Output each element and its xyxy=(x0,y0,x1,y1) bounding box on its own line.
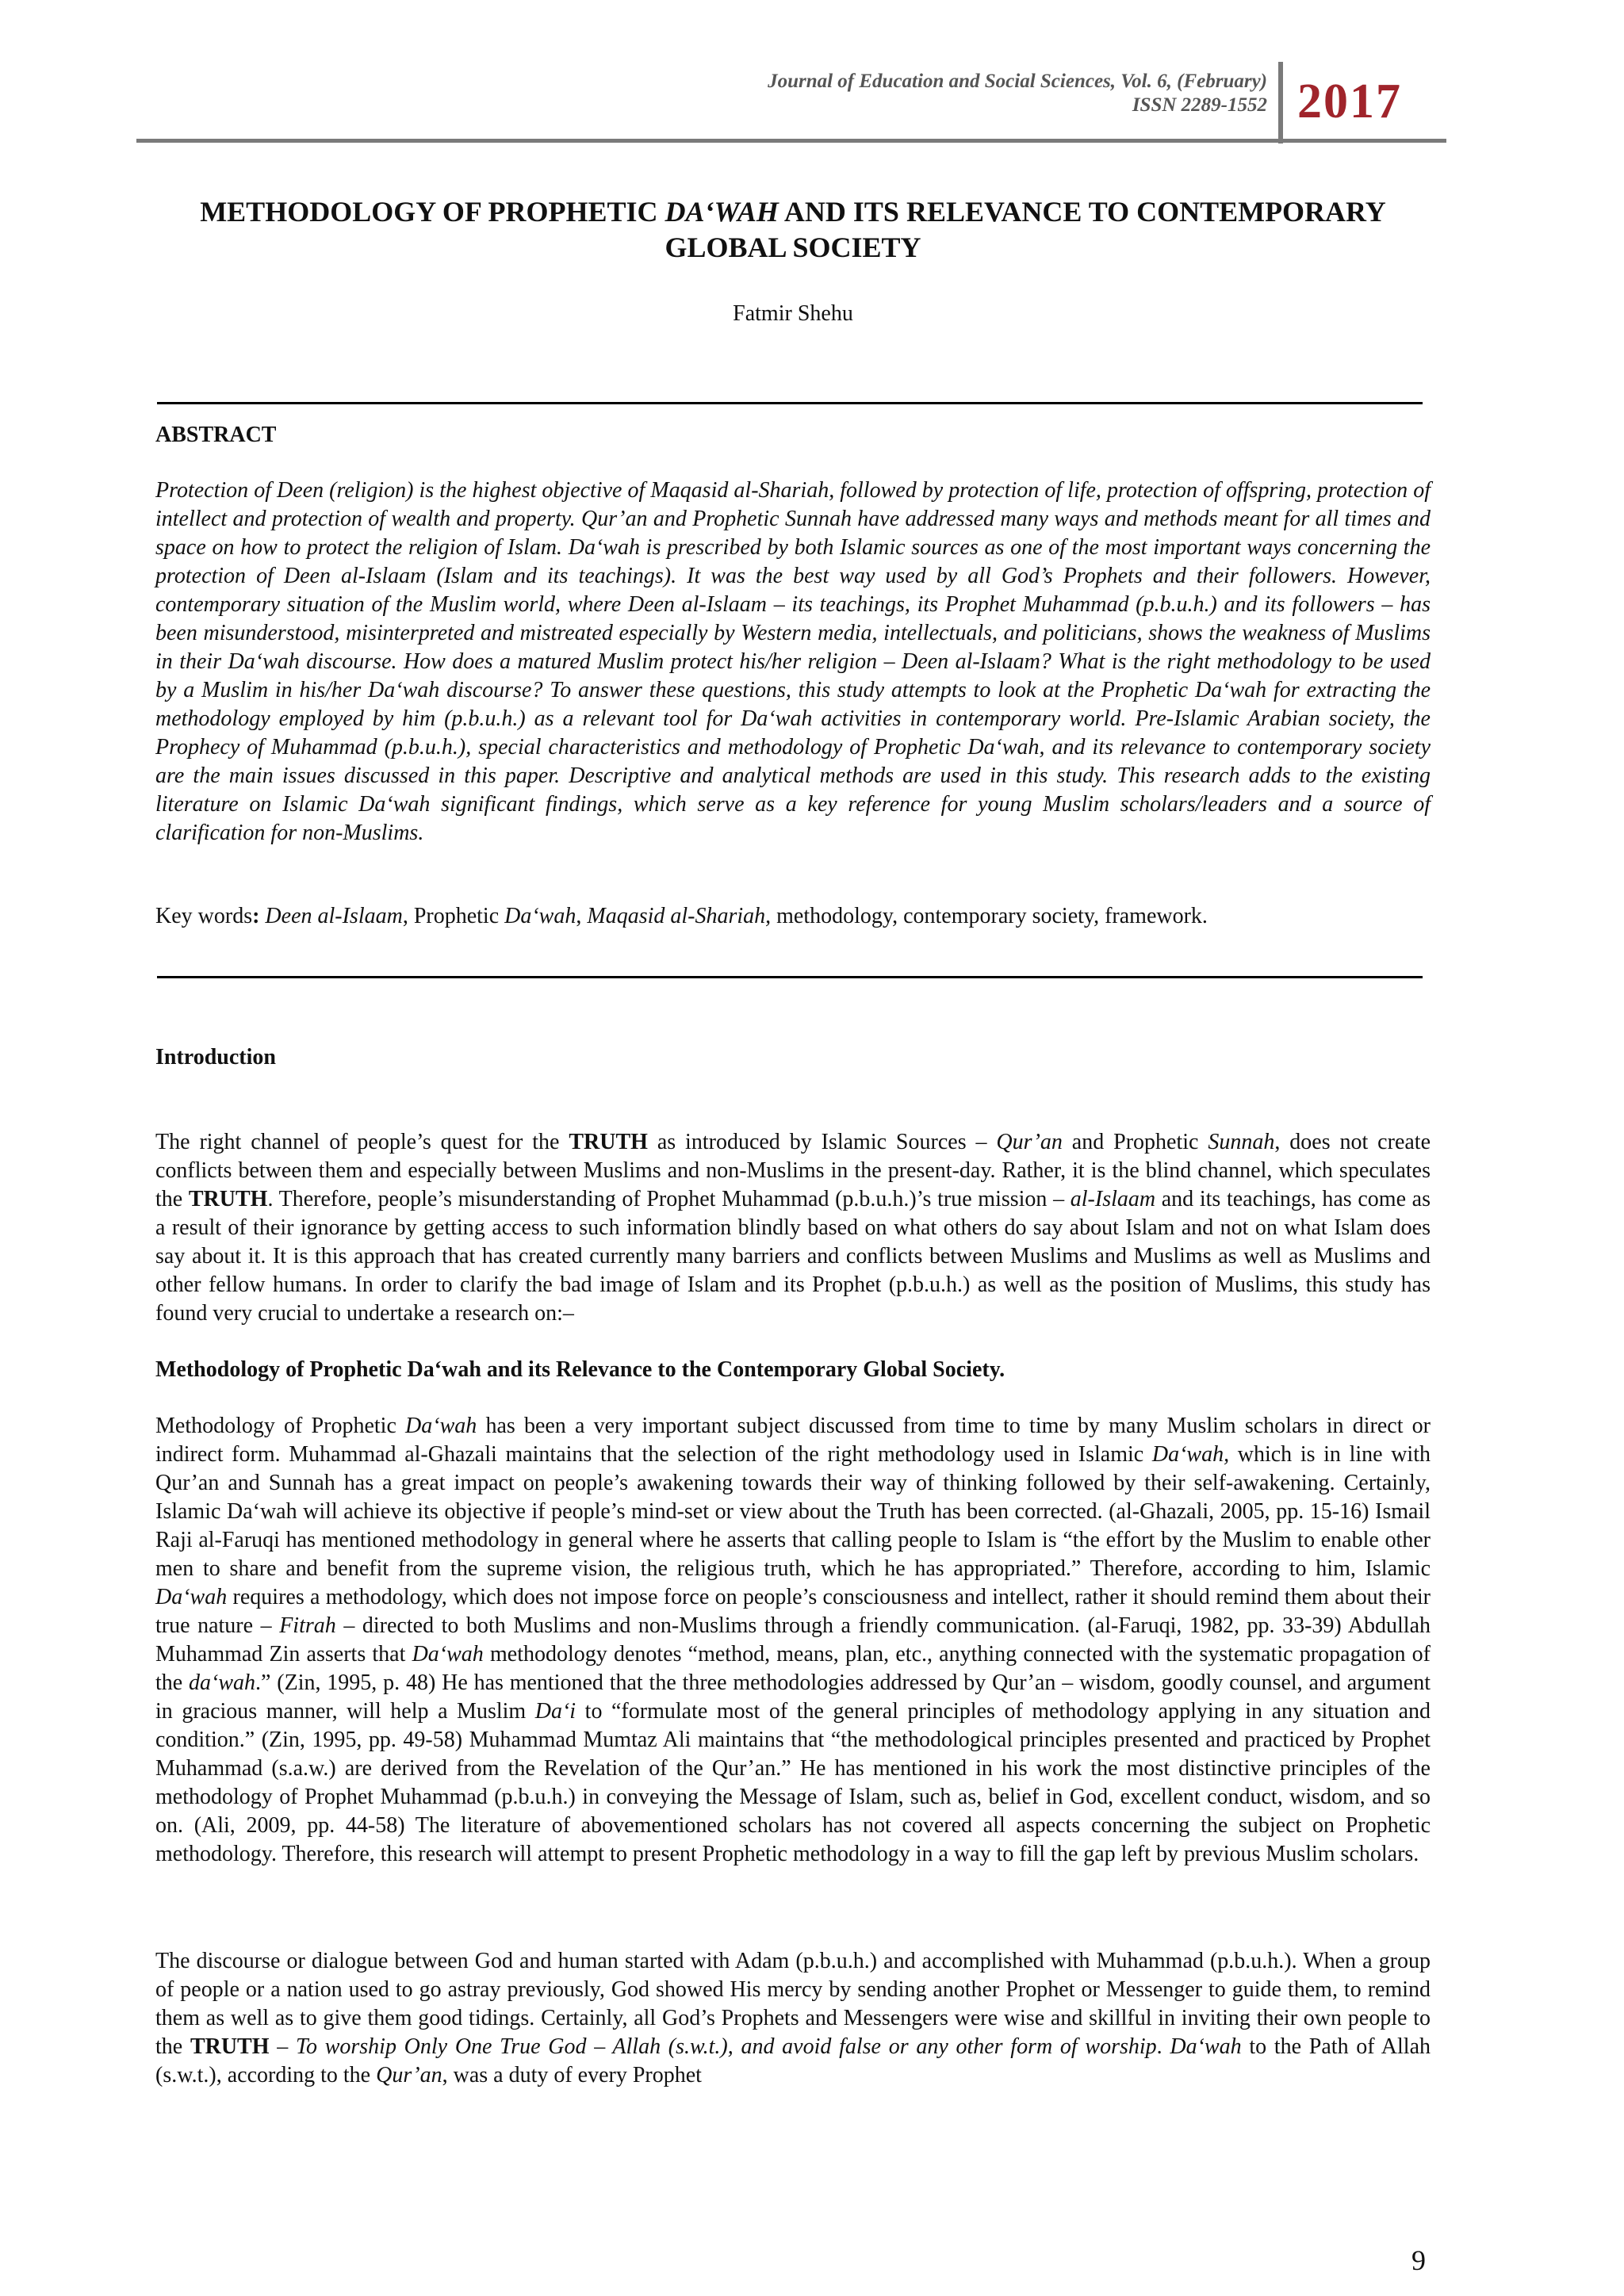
header-divider xyxy=(1278,62,1283,144)
title-line-1 xyxy=(119,194,1467,230)
top-rule xyxy=(157,402,1423,404)
journal-issn: ISSN 2289-1552 xyxy=(1132,94,1267,116)
author-name: Fatmir Shehu xyxy=(733,301,853,326)
page-number: 9 xyxy=(1411,2244,1426,2276)
keywords xyxy=(155,902,1431,931)
keywords-label: Key words xyxy=(155,904,253,928)
title-text: AND ITS RELEVANCE TO CONTEMPORARY xyxy=(778,196,1386,228)
keyword-sep: , Prophetic xyxy=(402,904,505,928)
section-subheading: Methodology of Prophetic Da‘wah and its Relevance to the Contemporary Global Society. xyxy=(155,1357,1005,1382)
keyword: Maqasid al-Shariah, xyxy=(587,904,772,928)
journal-header xyxy=(768,70,1267,117)
keyword-sep: , xyxy=(576,904,588,928)
title-line-2: GLOBAL SOCIETY xyxy=(665,232,921,263)
keyword: Deen al-Islaam xyxy=(265,904,403,928)
intro-paragraph-1: The right channel of people’s quest for the TRUTH as introduced by Islamic Sources – Qur’an and Prophetic Sunnah, does not create conflicts between them and especially between Muslims and non-Muslims in the present-day. Rather, it is the blind channel, which speculates the TRUTH. Therefore, people’s misunderstanding of Prophet Muhammad (p.b.u.h.)’s true mission – al-Islaam and its teachings, has come as a result of their ignorance by getting access to such information blindly based on what others do say about Islam and not on what Islam does say about it. It is this approach that has created currently many barriers and conflicts between Muslims and Muslims as well as Muslims and other fellow humans. In order to clarify the bad image of Islam and its Prophet (p.b.u.h.) as well as the position of Muslims, this study has found very crucial to undertake a research on:– xyxy=(155,1130,1431,1326)
keyword: Da‘wah xyxy=(504,904,576,928)
introduction-heading: Introduction xyxy=(155,1045,276,1070)
paper-title xyxy=(119,194,1467,266)
intro-paragraph-3: The discourse or dialogue between God and human started with Adam (p.b.u.h.) and accomplished with Muhammad (p.b.u.h.). When a group of people or a nation used to go astray previously, God showed His mercy by sending another Prophet or Messenger to guide them, to remind them as well as to give them good tidings. Certainly, all God’s Prophets and Messengers were wise and skillful in inviting their own people to the TRUTH – To worship Only One True God – Allah (s.w.t.), and avoid false or any other form of worship. Da‘wah to the Path of Allah (s.w.t.), according to the Qur’an, was a duty of every Prophet xyxy=(155,1949,1431,2087)
abstract-heading: ABSTRACT xyxy=(155,423,277,447)
journal-name: Journal of Education and Social Sciences, Vol. 6, (February) xyxy=(768,71,1267,92)
journal-year: 2017 xyxy=(1297,75,1402,128)
keywords-colon: : xyxy=(252,904,266,928)
header-rule xyxy=(136,139,1446,143)
title-text: METHODOLOGY OF PROPHETIC xyxy=(200,196,665,228)
abstract-text: Protection of Deen (religion) is the highest objective of Maqasid al-Shariah, followed by protection of life, protection of offspring, protection of intellect and protection of wealth and property. Qur’an and Prophetic Sunnah have addressed many ways and methods meant for all times and space on how to protect the religion of Islam. Da‘wah is prescribed by both Islamic sources as one of the most important ways concerning the protection of Deen al-Islaam (Islam and its teachings). It was the best way used by all God’s Prophets and their followers. However, contemporary situation of the Muslim world, where Deen al-Islaam – its teachings, its Prophet Muhammad (p.b.u.h.) and its followers – has been misunderstood, misinterpreted and mistreated especially by Western media, intellectuals, and politicians, shows the weakness of Muslims in their Da‘wah discourse. How does a matured Muslim protect his/her religion – Deen al-Islaam? What is the right methodology to be used by a Muslim in his/her Da‘wah discourse? To answer these questions, this study attempts to look at the Prophetic Da‘wah for extracting the methodology employed by him (p.b.u.h.) as a relevant tool for Da‘wah activities in contemporary world. Pre-Islamic Arabian society, the Prophecy of Muhammad (p.b.u.h.), special characteristics and methodology of Prophetic Da‘wah, and its relevance to contemporary society are the main issues discussed in this paper. Descriptive and analytical methods are used in this study. This research adds to the existing literature on Islamic Da‘wah significant findings, which serve as a key reference for young Muslim scholars/leaders and a source of clarification for non-Muslims. xyxy=(155,478,1431,845)
bottom-rule xyxy=(157,976,1423,978)
title-italic: DA‘WAH xyxy=(665,196,779,228)
keyword-rest: methodology, contemporary society, framework. xyxy=(771,904,1208,928)
intro-paragraph-2: Methodology of Prophetic Da‘wah has been a very important subject discussed from time to time by many Muslim scholars in direct or indirect form. Muhammad al-Ghazali maintains that the selection of the right methodology used in Islamic Da‘wah, which is in line with Qur’an and Sunnah has a great impact on people’s awakening towards their way of thinking followed by their self-awakening. Certainly, Islamic Da‘wah will achieve its objective if people’s mind-set or view about the Truth has been corrected. (al-Ghazali, 2005, pp. 15-16) Ismail Raji al-Faruqi has mentioned methodology in general where he asserts that calling people to Islam is “the effort by the Muslim to enable other men to share and benefit from the supreme vision, the religious truth, which he has appropriated.” Therefore, according to him, Islamic Da‘wah requires a methodology, which does not impose force on people’s consciousness and intellect, rather it should remind them about their true nature – Fitrah – directed to both Muslims and non-Muslims through a friendly communication. (al-Faruqi, 1982, pp. 33-39) Abdullah Muhammad Zin asserts that Da‘wah methodology denotes “method, means, plan, etc., anything connected with the systematic propagation of the da‘wah.” (Zin, 1995, p. 48) He has mentioned that the three methodologies addressed by Qur’an – wisdom, goodly counsel, and argument in gracious manner, will help a Muslim Da‘i to “formulate most of the general principles of methodology applying in any situation and condition.” (Zin, 1995, pp. 49-58) Muhammad Mumtaz Ali maintains that “the methodological principles presented and practiced by Prophet Muhammad (s.a.w.) are derived from the Revelation of the Qur’an.” He has mentioned in his work the most distinctive principles of the methodology of Prophet Muhammad (p.b.u.h.) in conveying the Message of Islam, such as, belief in God, excellent conduct, wisdom, and so on. (Ali, 2009, pp. 44-58) The literature of abovementioned scholars has not covered all aspects concerning the subject on Prophetic methodology. Therefore, this research will attempt to present Prophetic methodology in a way to fill the gap left by previous Muslim scholars. xyxy=(155,1414,1431,1866)
